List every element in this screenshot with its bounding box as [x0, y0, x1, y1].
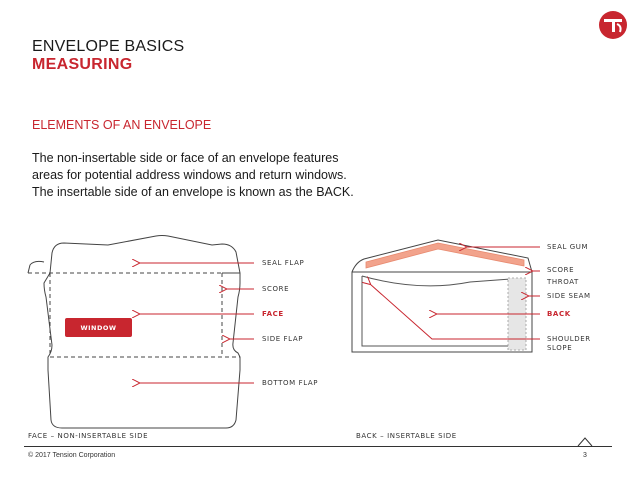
- page-number: 3: [583, 452, 587, 459]
- face-caption: FACE – NON-INSERTABLE SIDE: [28, 432, 149, 440]
- label-seal-gum: SEAL GUM: [547, 243, 589, 251]
- label-side-seam: SIDE SEAM: [547, 292, 591, 300]
- back-body: [352, 272, 532, 352]
- back-slope: [362, 276, 510, 286]
- label-side-flap: SIDE FLAP: [262, 335, 304, 343]
- label-slope: SLOPE: [547, 344, 573, 352]
- label-back: BACK: [547, 310, 571, 318]
- back-caption: BACK – INSERTABLE SIDE: [356, 432, 457, 440]
- face-envelope: [28, 236, 240, 429]
- footer-copyright: © 2017 Tension Corporation: [28, 452, 116, 459]
- label-shoulder: SHOULDER: [547, 335, 591, 343]
- back-envelope: [352, 240, 532, 352]
- body-line: areas for potential address windows and return windows.: [32, 168, 347, 182]
- label-score: SCORE: [262, 285, 290, 293]
- window-label: WINDOW: [80, 324, 117, 332]
- label-seal-flap: SEAL FLAP: [262, 259, 305, 267]
- footer-rule: [24, 446, 612, 447]
- label-back-score: SCORE: [547, 266, 575, 274]
- back-throat: [362, 276, 520, 346]
- label-throat: THROAT: [547, 278, 579, 286]
- footer-notch: [578, 438, 592, 446]
- page-title: ENVELOPE BASICS: [32, 38, 185, 55]
- face-arrows: [139, 263, 254, 383]
- body-line: The non-insertable side or face of an envelope features: [32, 151, 339, 165]
- body-line: The insertable side of an envelope is known as the BACK.: [32, 185, 354, 199]
- page-subtitle: MEASURING: [32, 56, 133, 73]
- face-left-flap: [28, 261, 44, 273]
- section-heading: ELEMENTS OF AN ENVELOPE: [32, 118, 212, 132]
- label-bottom-flap: BOTTOM FLAP: [262, 379, 319, 387]
- label-face: FACE: [262, 310, 284, 318]
